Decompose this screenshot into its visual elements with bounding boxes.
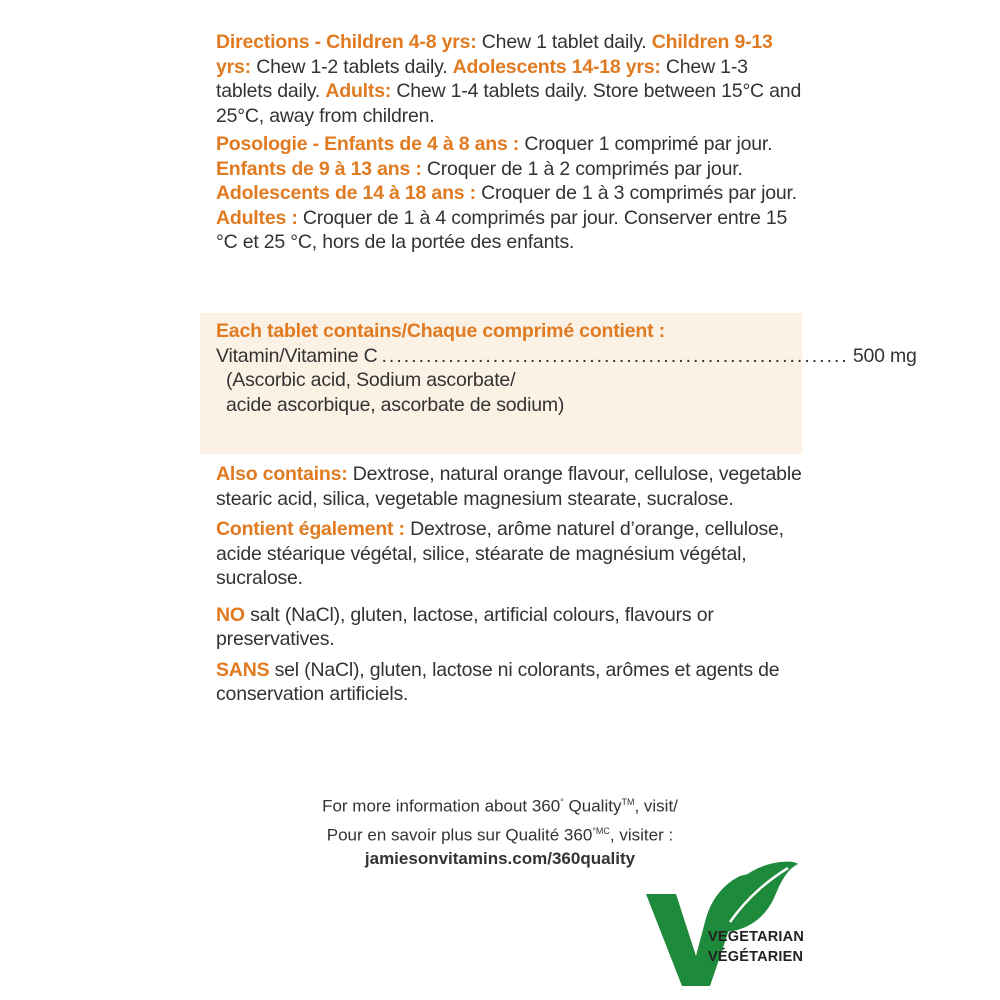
vegetarian-english: VEGETARIAN xyxy=(708,929,804,945)
vegetarian-label xyxy=(708,927,804,967)
sans-label: SANS xyxy=(216,658,270,681)
ingredient-source-2: acide ascorbique, ascorbate de sodium) xyxy=(226,393,565,416)
posologie-text-2: Croquer de 1 à 2 comprimés par jour. xyxy=(421,157,743,180)
no-text: salt (NaCl), gluten, lactose, artificial colours, flavours or preservatives. xyxy=(216,603,714,650)
contient-label: Contient également : xyxy=(216,518,405,540)
ingredients-box xyxy=(200,313,917,454)
contient-text: Dextrose, arôme naturel d’orange, cellulose, acide stéarique végétal, silice, stéarate de magnésium végétal, sucralose. xyxy=(216,518,784,589)
no-statement xyxy=(216,603,806,652)
posologie-label-2: Enfants de 9 à 13 ans : xyxy=(216,157,422,180)
no-label: NO xyxy=(216,603,245,626)
vegetarian-french: VÉGÉTARIEN xyxy=(708,949,804,965)
posologie-text-4: Croquer de 1 à 4 comprimés par jour. Conserver entre 15 °C et 25 °C, hors de la portée des enfants. xyxy=(216,206,788,253)
directions-french xyxy=(216,132,806,255)
quality-info-french: Pour en savoir plus sur Qualité $360^{^\circ MC}$, visiter : xyxy=(326,825,674,845)
directions-english xyxy=(216,30,806,128)
ingredient-source-1: (Ascorbic acid, Sodium ascorbate/ xyxy=(226,369,516,391)
sans-text: sel (NaCl), gluten, lactose ni colorants, arômes et agents de conservation artificiels. xyxy=(216,658,780,705)
directions-label-3: Adolescents 14-18 yrs: xyxy=(452,55,661,78)
ingredient-leader-dots: ............................................................... xyxy=(381,344,849,367)
posologie-text-1: Croquer 1 comprimé par jour. xyxy=(519,133,773,155)
directions-label-2: Children 9-13 yrs: xyxy=(216,31,773,78)
directions-section xyxy=(216,30,806,255)
quality-url[interactable]: jamiesonvitamins.com/360quality xyxy=(364,849,636,869)
directions-label-4: Adults: xyxy=(325,80,392,102)
posologie-label-4: Adultes : xyxy=(216,206,298,229)
ingredients-heading: Each tablet contains/Chaque comprimé contient : xyxy=(216,320,665,342)
directions-text-3: Chew 1-3 tablets daily. xyxy=(216,55,748,102)
posologie-text-3: Croquer de 1 à 3 comprimés par jour. xyxy=(475,182,797,204)
ingredient-amount: 500 mg xyxy=(852,344,917,367)
sans-statement xyxy=(216,658,806,707)
posologie-label-3: Adolescents de 14 à 18 ans : xyxy=(216,182,476,204)
also-contains xyxy=(216,462,806,511)
directions-text-4: Chew 1-4 tablets daily. Store between 15°C and 25°C, away from children. xyxy=(216,80,802,127)
other-ingredients-section xyxy=(216,462,806,707)
vegetarian-v-leaf-icon xyxy=(640,858,800,988)
directions-label: Directions - Children 4-8 yrs: xyxy=(216,31,477,53)
posologie-label: Posologie - Enfants de 4 à 8 ans : xyxy=(216,133,520,155)
directions-text-1: Chew 1 tablet daily. xyxy=(476,31,652,53)
directions-text-2: Chew 1-2 tablets daily. xyxy=(250,55,453,78)
also-contains-label: Also contains: xyxy=(216,463,348,485)
contient-egalement xyxy=(216,517,806,591)
quality-info-english: For more information about 360° Quality™, visit/ xyxy=(322,796,678,816)
also-contains-text: Dextrose, natural orange flavour, cellulose, vegetable stearic acid, silica, vegetable magnesium stearate, sucralose. xyxy=(216,463,802,510)
ingredient-row xyxy=(216,344,917,369)
ingredient-name: Vitamin/Vitamine C xyxy=(216,344,378,367)
